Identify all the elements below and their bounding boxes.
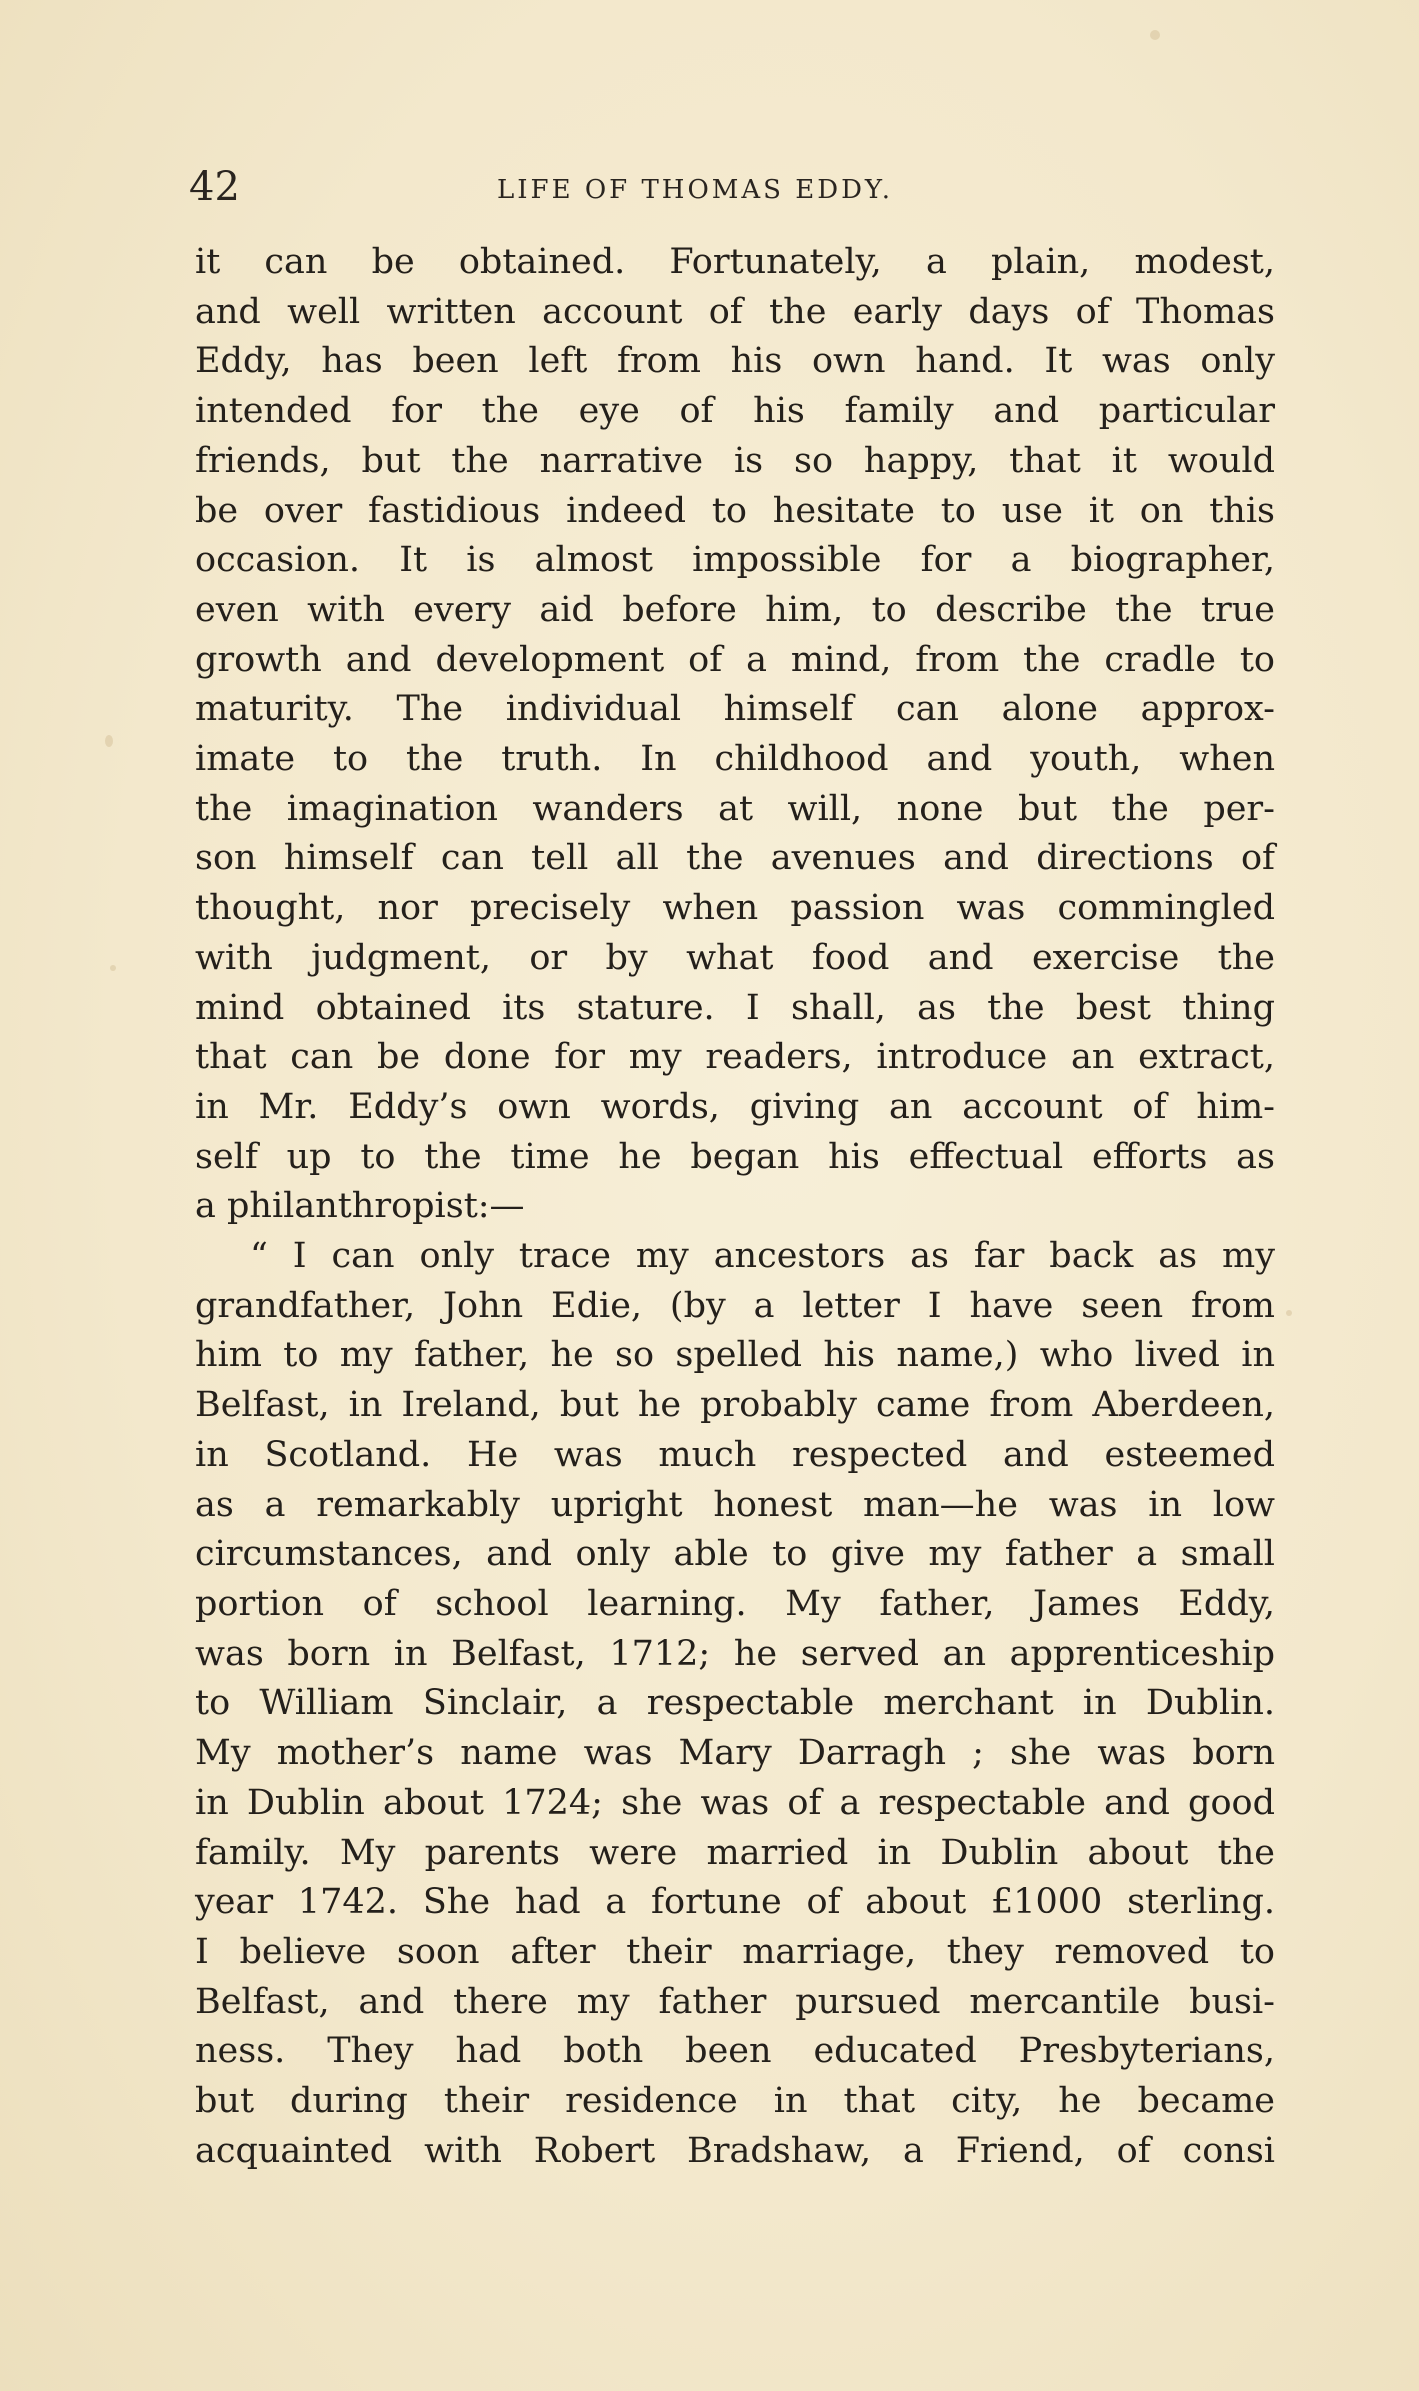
text-line: a philanthropist:— (195, 1186, 525, 1227)
text-line: in Scotland. He was much respected and esteemed (195, 1434, 1275, 1475)
text-line: occasion. It is almost impossible for a biographer, (195, 540, 1275, 581)
text-line: be over fastidious indeed to hesitate to use it on this (195, 490, 1275, 531)
text-line: I believe soon after their marriage, they removed to (195, 1931, 1275, 1972)
text-line: with judgment, or by what food and exercise the (195, 937, 1275, 978)
text-line: self up to the time he began his effectual efforts as (195, 1136, 1275, 1177)
page-number: 42 (189, 164, 240, 210)
paper-blemish (1286, 1310, 1292, 1316)
text-line: the imagination wanders at will, none but the per- (195, 788, 1275, 829)
text-line: acquainted with Robert Bradshaw, a Friend, of consi (195, 2130, 1275, 2171)
text-line: Belfast, in Ireland, but he probably came from Aberdeen, (195, 1385, 1275, 1426)
text-line: portion of school learning. My father, James Eddy, (195, 1583, 1275, 1624)
text-line: to William Sinclair, a respectable merchant in Dublin. (195, 1683, 1275, 1724)
text-line: in Mr. Eddy’s own words, giving an account of him- (195, 1086, 1275, 1127)
text-line: was born in Belfast, 1712; he served an apprenticeship (195, 1633, 1275, 1674)
text-line: My mother’s name was Mary Darragh ; she was born (195, 1733, 1275, 1774)
paper-blemish (105, 735, 113, 747)
text-line: even with every aid before him, to describe the true (195, 589, 1275, 630)
text-line: that can be done for my readers, introduce an extract, (195, 1037, 1275, 1078)
text-line: and well written account of the early days of Thomas (195, 291, 1275, 332)
text-line: growth and development of a mind, from the cradle to (195, 639, 1275, 680)
text-line: ness. They had both been educated Presbyterians, (195, 2031, 1275, 2072)
text-line: maturity. The individual himself can alone approx- (195, 689, 1275, 730)
page-header (189, 162, 1239, 212)
text-line: imate to the truth. In childhood and youth, when (195, 739, 1275, 780)
text-line: family. My parents were married in Dublin about the (195, 1832, 1275, 1873)
paper-blemish (110, 965, 116, 971)
paper-blemish (1150, 30, 1160, 40)
text-line: Eddy, has been left from his own hand. It was only (195, 341, 1275, 382)
text-line: Belfast, and there my father pursued mercantile busi- (195, 1981, 1275, 2022)
text-line: as a remarkably upright honest man—he was in low (195, 1484, 1275, 1525)
running-head: LIFE OF THOMAS EDDY. (497, 175, 893, 205)
text-line: it can be obtained. Fortunately, a plain, modest, (195, 242, 1275, 282)
text-line: son himself can tell all the avenues and directions of (195, 838, 1275, 879)
text-line: friends, but the narrative is so happy, that it would (195, 440, 1275, 481)
text-line: him to my father, he so spelled his name,) who lived in (195, 1335, 1275, 1376)
text-line: mind obtained its stature. I shall, as the best thing (195, 987, 1275, 1028)
text-line: circumstances, and only able to give my father a small (195, 1534, 1275, 1575)
text-line: grandfather, John Edie, (by a letter I have seen from (195, 1285, 1275, 1326)
text-line: year 1742. She had a fortune of about £1000 sterling. (195, 1882, 1275, 1923)
text-line: thought, nor precisely when passion was commingled (195, 888, 1275, 929)
text-line: intended for the eye of his family and particular (195, 391, 1275, 432)
body-text (195, 238, 1275, 2176)
text-line: in Dublin about 1724; she was of a respectable and good (195, 1782, 1275, 1823)
text-line: but during their residence in that city, he became (195, 2081, 1275, 2122)
text-line: “ I can only trace my ancestors as far back as my (250, 1236, 1275, 1277)
